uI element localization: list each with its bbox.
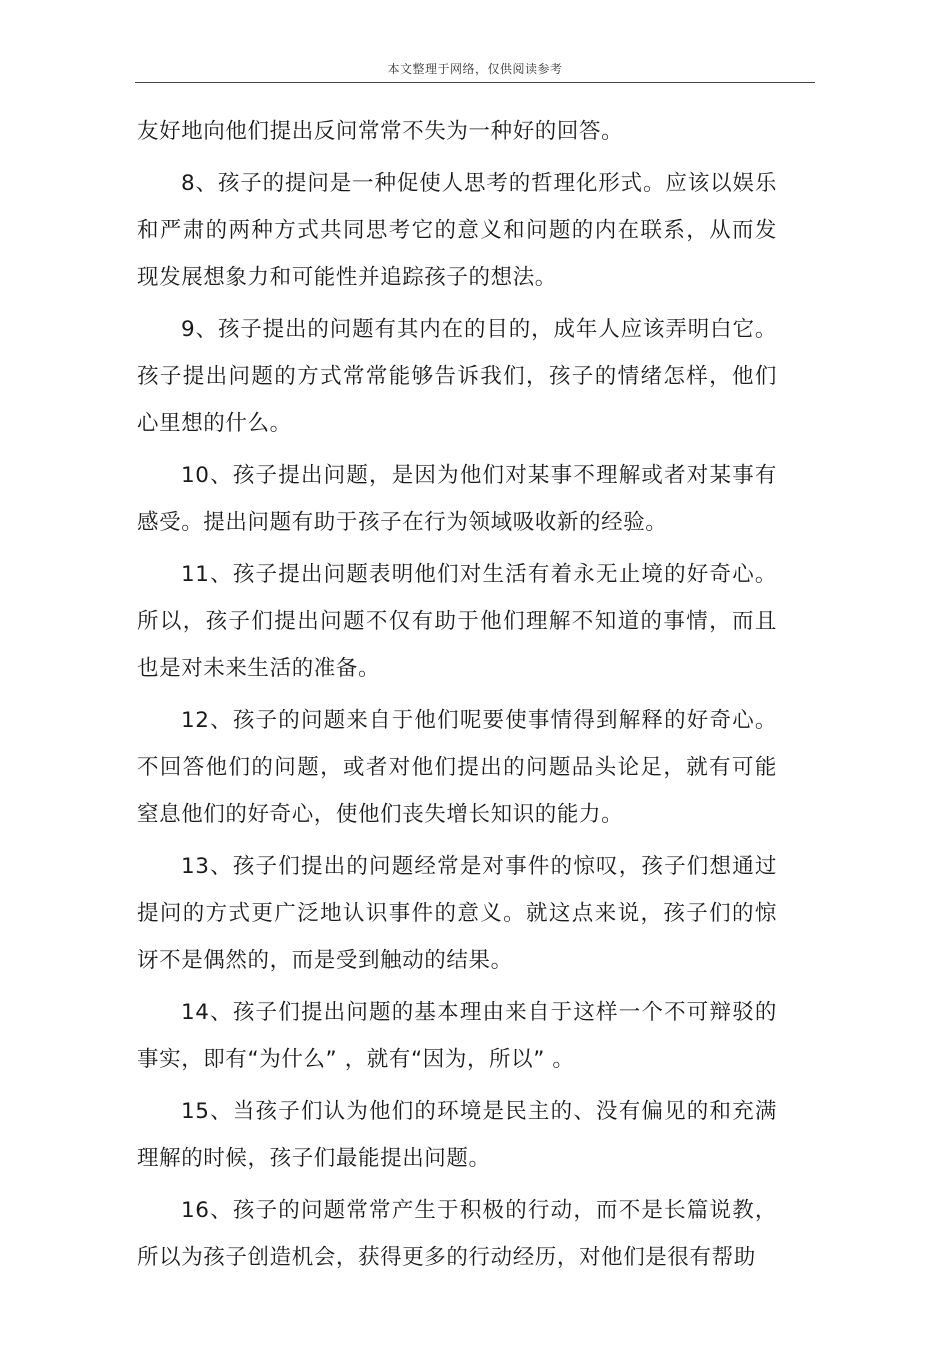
page-header [135,56,815,83]
paragraph-item-8: 8、孩子的提问是一种促使人思考的哲理化形式。应该以娱乐和严肃的两种方式共同思考它的意义和问题的内在联系，从而发现发展想象力和可能性并追踪孩子的想法。 [137,171,777,290]
paragraph-item-13: 13、孩子们提出的问题经常是对事件的惊叹，孩子们想通过提问的方式更广泛地认识事件的意义。就这点来说，孩子们的惊讶不是偶然的，而是受到触动的结果。 [137,854,777,973]
paragraph-item-12: 12、孩子的问题来自于他们呢要使事情得到解释的好奇心。不回答他们的问题，或者对他们提出的问题品头论足，就有可能窒息他们的好奇心，使他们丧失增长知识的能力。 [137,708,777,827]
paragraph-item-10: 10、孩子提出问题，是因为他们对某事不理解或者对某事有感受。提出问题有助于孩子在行为领域吸收新的经验。 [137,463,777,535]
paragraph-item-14: 14、孩子们提出问题的基本理由来自于这样一个不可辩驳的事实，即有“为什么” ，就有“因为，所以” 。 [137,1000,777,1072]
paragraph-item-15: 15、当孩子们认为他们的环境是民主的、没有偏见的和充满理解的时候，孩子们最能提出问题。 [137,1099,777,1171]
paragraph-item-16: 16、孩子的问题常常产生于积极的行动，而不是长篇说教，所以为孩子创造机会，获得更多的行动经历，对他们是很有帮助 [137,1198,777,1270]
paragraph-item-11: 11、孩子提出问题表明他们对生活有着永无止境的好奇心。所以，孩子们提出问题不仅有助于他们理解不知道的事情，而且也是对未来生活的准备。 [137,562,777,681]
paragraph-item-9: 9、孩子提出的问题有其内在的目的，成年人应该弄明白它。孩子提出问题的方式常常能够告诉我们，孩子的情绪怎样，他们心里想的什么。 [137,317,777,436]
document-body [137,108,777,1286]
paragraph-continuation: 友好地向他们提出反问常常不失为一种好的回答。 [137,119,624,144]
header-note: 本文整理于网络，仅供阅读参考 [387,62,563,76]
